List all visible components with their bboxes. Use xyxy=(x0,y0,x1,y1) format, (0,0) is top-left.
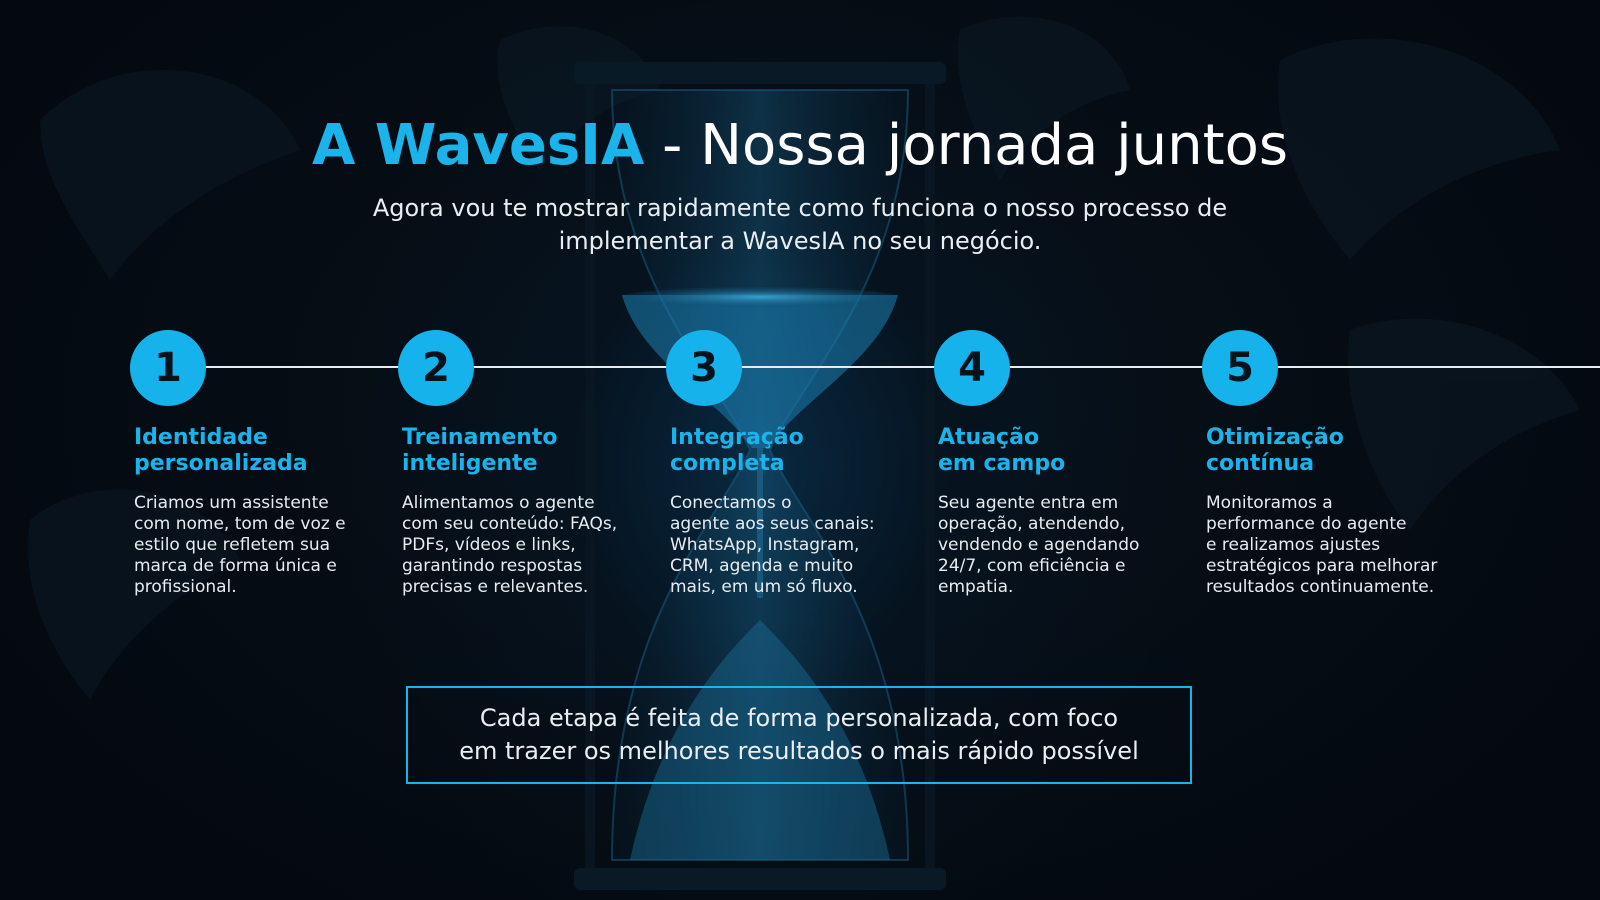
timeline-line xyxy=(168,366,1600,368)
step-title: Treinamento inteligente xyxy=(402,425,558,476)
brand-name: A WavesIA xyxy=(311,113,645,178)
step-number-badge: 4 xyxy=(934,330,1010,406)
title-separator: - xyxy=(644,113,701,178)
step-description: Alimentamos o agente com seu conteúdo: FAQs, PDFs, vídeos e links, garantindo respostas precisas e relevantes. xyxy=(402,493,618,597)
step-description: Conectamos o agente aos seus canais: WhatsApp, Instagram, CRM, agenda e muito mais, em um só fluxo. xyxy=(670,493,875,597)
step-number-badge: 1 xyxy=(130,330,206,406)
step-description: Monitoramos a performance do agente e realizamos ajustes estratégicos para melhorar resultados continuamente. xyxy=(1206,493,1438,597)
step-description: Seu agente entra em operação, atendendo, vendendo e agendando 24/7, com eficiência e empatia. xyxy=(938,493,1140,597)
step-title: Identidade personalizada xyxy=(134,425,308,476)
step-number-badge: 3 xyxy=(666,330,742,406)
step-title: Integração completa xyxy=(670,425,804,476)
footer-note-box: Cada etapa é feita de forma personalizada, com foco em trazer os melhores resultados o mais rápido possível xyxy=(406,686,1192,784)
step-title: Atuação em campo xyxy=(938,425,1066,476)
page-subtitle: Agora vou te mostrar rapidamente como funciona o nosso processo de implementar a WavesIA no seu negócio. xyxy=(372,194,1228,255)
page-title xyxy=(0,108,1600,184)
step-title: Otimização contínua xyxy=(1206,425,1344,476)
step-description: Criamos um assistente com nome, tom de voz e estilo que refletem sua marca de forma única e profissional. xyxy=(134,493,346,597)
title-text: Nossa jornada juntos xyxy=(700,113,1289,178)
step-number-badge: 2 xyxy=(398,330,474,406)
step-number-badge: 5 xyxy=(1202,330,1278,406)
